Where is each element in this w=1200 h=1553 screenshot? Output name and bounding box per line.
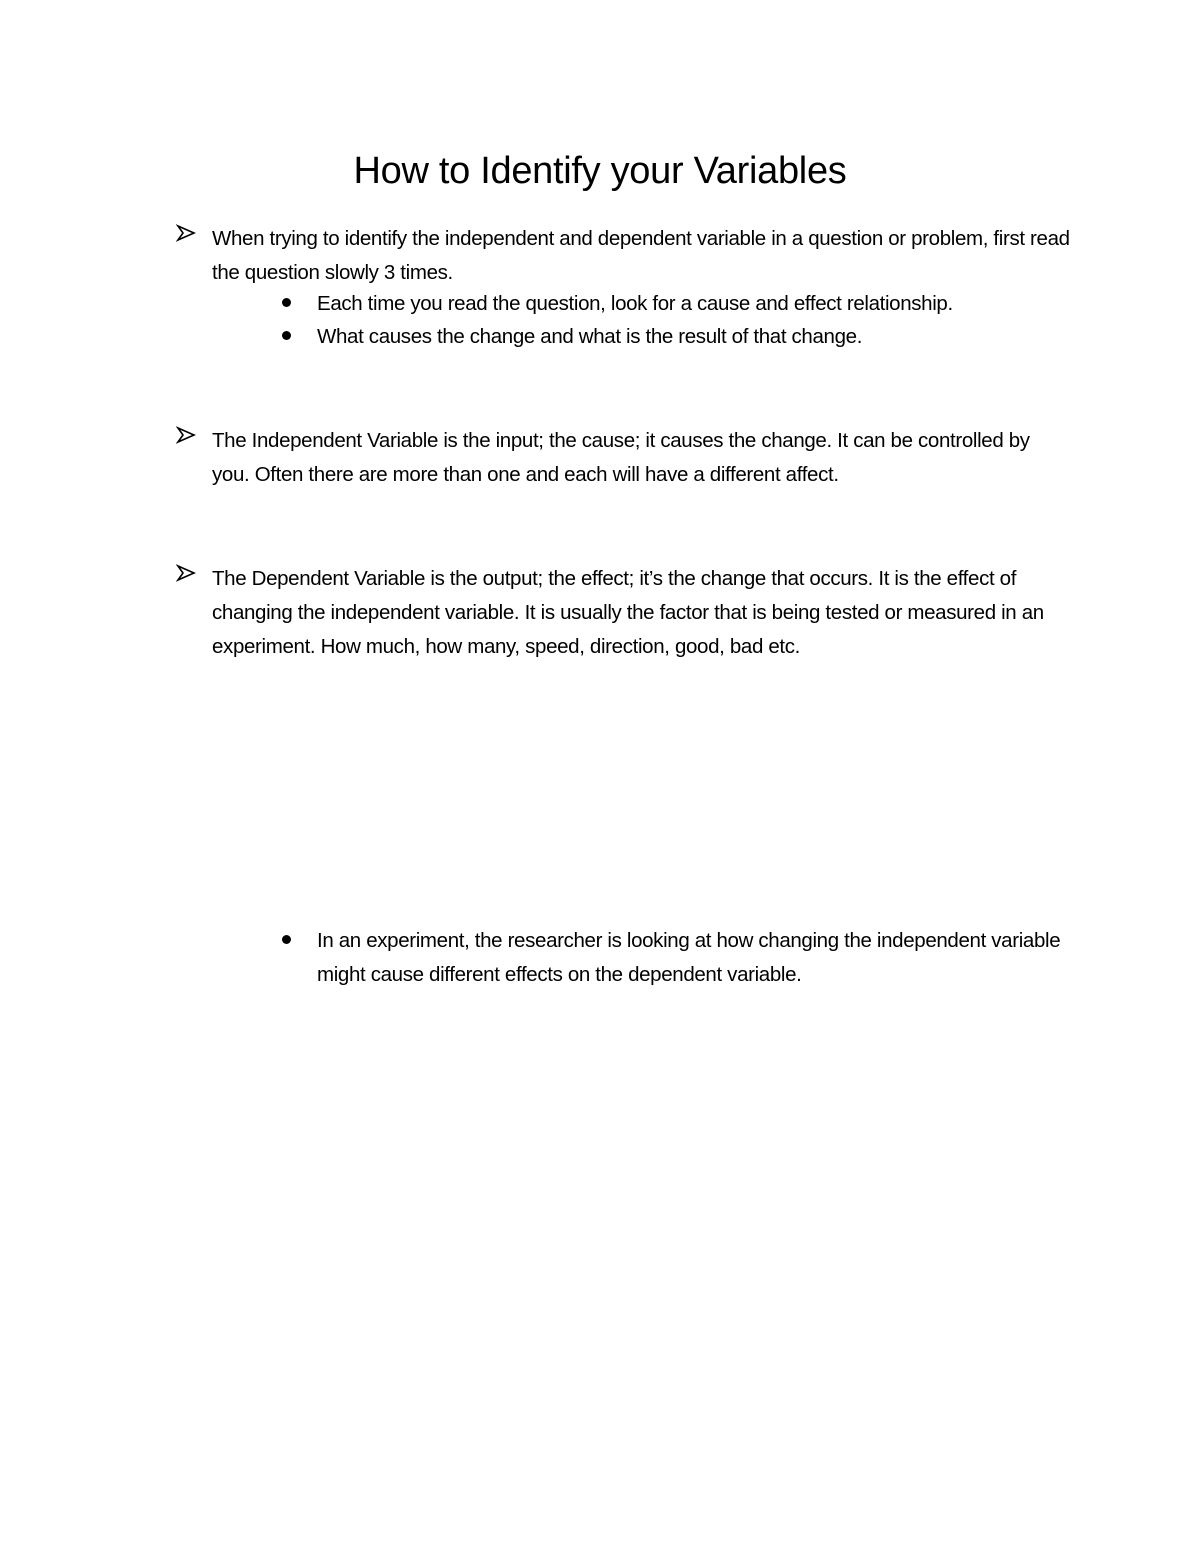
section-text: The Dependent Variable is the output; the effect; it’s the change that occurs. It is the effect of changing the independent variable. It is usually the factor that is being tested or measured in an experiment. How much, how many, speed, direction, good, bad etc. [212,567,1044,658]
section-text: The Independent Variable is the input; the cause; it causes the change. It can be controlled by you. Often there are more than one and each will have a different affect. [212,429,1030,486]
section-text: When trying to identify the independent and dependent variable in a question or problem, first read the question slowly 3 times. [212,227,1070,284]
arrow-bullet-icon [176,223,198,245]
bullet-dot-icon [282,298,291,307]
arrow-bullet-icon [176,425,198,447]
page-title: How to Identify your Variables [353,150,847,192]
arrow-bullet-icon [176,563,198,585]
bullet-dot-icon [282,935,291,944]
bullet-dot-icon [282,331,291,340]
bullet-text: In an experiment, the researcher is looking at how changing the independent variable might cause different effects on the dependent variable. [317,929,1061,986]
bullet-text: What causes the change and what is the result of that change. [317,325,863,348]
bullet-text: Each time you read the question, look for a cause and effect relationship. [317,292,953,315]
